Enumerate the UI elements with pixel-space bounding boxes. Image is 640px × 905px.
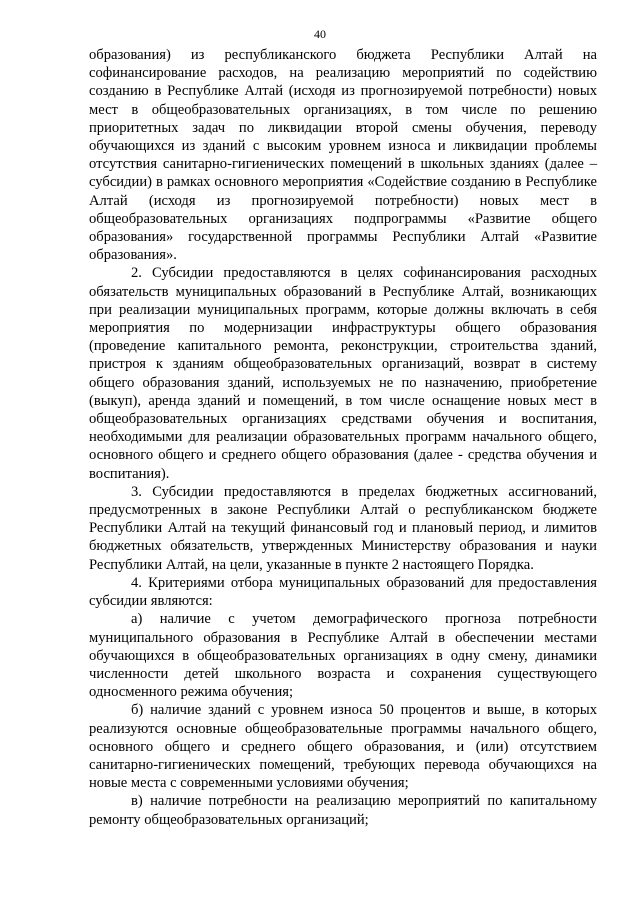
paragraph-item-2: 2. Субсидии предоставляются в целях софинансирования расходных обязательств муниципальных образований в Республике Алтай, возникающих при реализации муниципальных программ, которые должны включать в себя мероприятия по модернизации инфраструктуры общего образования (проведение капитального ремонта, реконструкции, строительства зданий, пристроя к зданиям общеобразовательных организаций, возврат в систему общего образования зданий, используемых не по назначению, приобретение (выкуп), аренда зданий и помещений, в том числе оснащение новых мест в общеобразовательных организациях средствами обучения и воспитания, необходимыми для реализации образовательных программ начального общего, основного общего и среднего общего образования (далее - средства обучения и воспитания). — [89, 265, 597, 482]
paragraph-item-3: 3. Субсидии предоставляются в пределах бюджетных ассигнований, предусмотренных в законе Республики Алтай о республиканском бюджете Республики Алтай на текущий финансовый год и плановый период, и лимитов бюджетных обязательств, утвержденных Министерству образования и науки Республики Алтай, на цели, указанные в пункте 2 настоящего Порядка. — [89, 483, 597, 573]
paragraph-continuation: образования) из республиканского бюджета Республики Алтай на софинансирование расходов, на реализацию мероприятий по содействию созданию в Республике Алтай (исходя из прогнозируемой потребности) новых мест в общеобразовательных организациях, в том числе по решению приоритетных задач по ликвидации второй смены обучения, переводу обучающихся из зданий с высоким уровнем износа и ликвидации проблемы отсутствия санитарно-гигиенических помещений в школьных зданиях (далее – субсидии) в рамках основного мероприятия «Содействие созданию в Республике Алтай (исходя из прогнозируемой потребности) новых мест в общеобразовательных организациях подпрограммы «Развитие общего образования» государственной программы Республики Алтай «Развитие образования». — [89, 47, 597, 264]
paragraph-criterion-a: а) наличие с учетом демографического прогноза потребности муниципального образования в Республике Алтай в обеспечении местами обучающихся в общеобразовательных организациях в одну смену, динамики численности детей школьного возраста и сохранения существующего односменного режима обучения; — [89, 611, 597, 701]
paragraph-criterion-v: в) наличие потребности на реализацию мероприятий по капитальному ремонту общеобразовательных организаций; — [89, 793, 597, 828]
paragraph-item-4: 4. Критериями отбора муниципальных образований для предоставления субсидии являются: — [89, 574, 597, 610]
paragraph-criterion-b: б) наличие зданий с уровнем износа 50 процентов и выше, в которых реализуются основные общеобразовательные программы начального общего, основного общего и среднего общего образования, и (или) отсутствием санитарно-гигиенических помещений, требующих перевода обучающихся на новые места с современными условиями обучения; — [89, 702, 597, 792]
page-number: 40 — [314, 27, 326, 41]
document-body — [89, 46, 597, 829]
